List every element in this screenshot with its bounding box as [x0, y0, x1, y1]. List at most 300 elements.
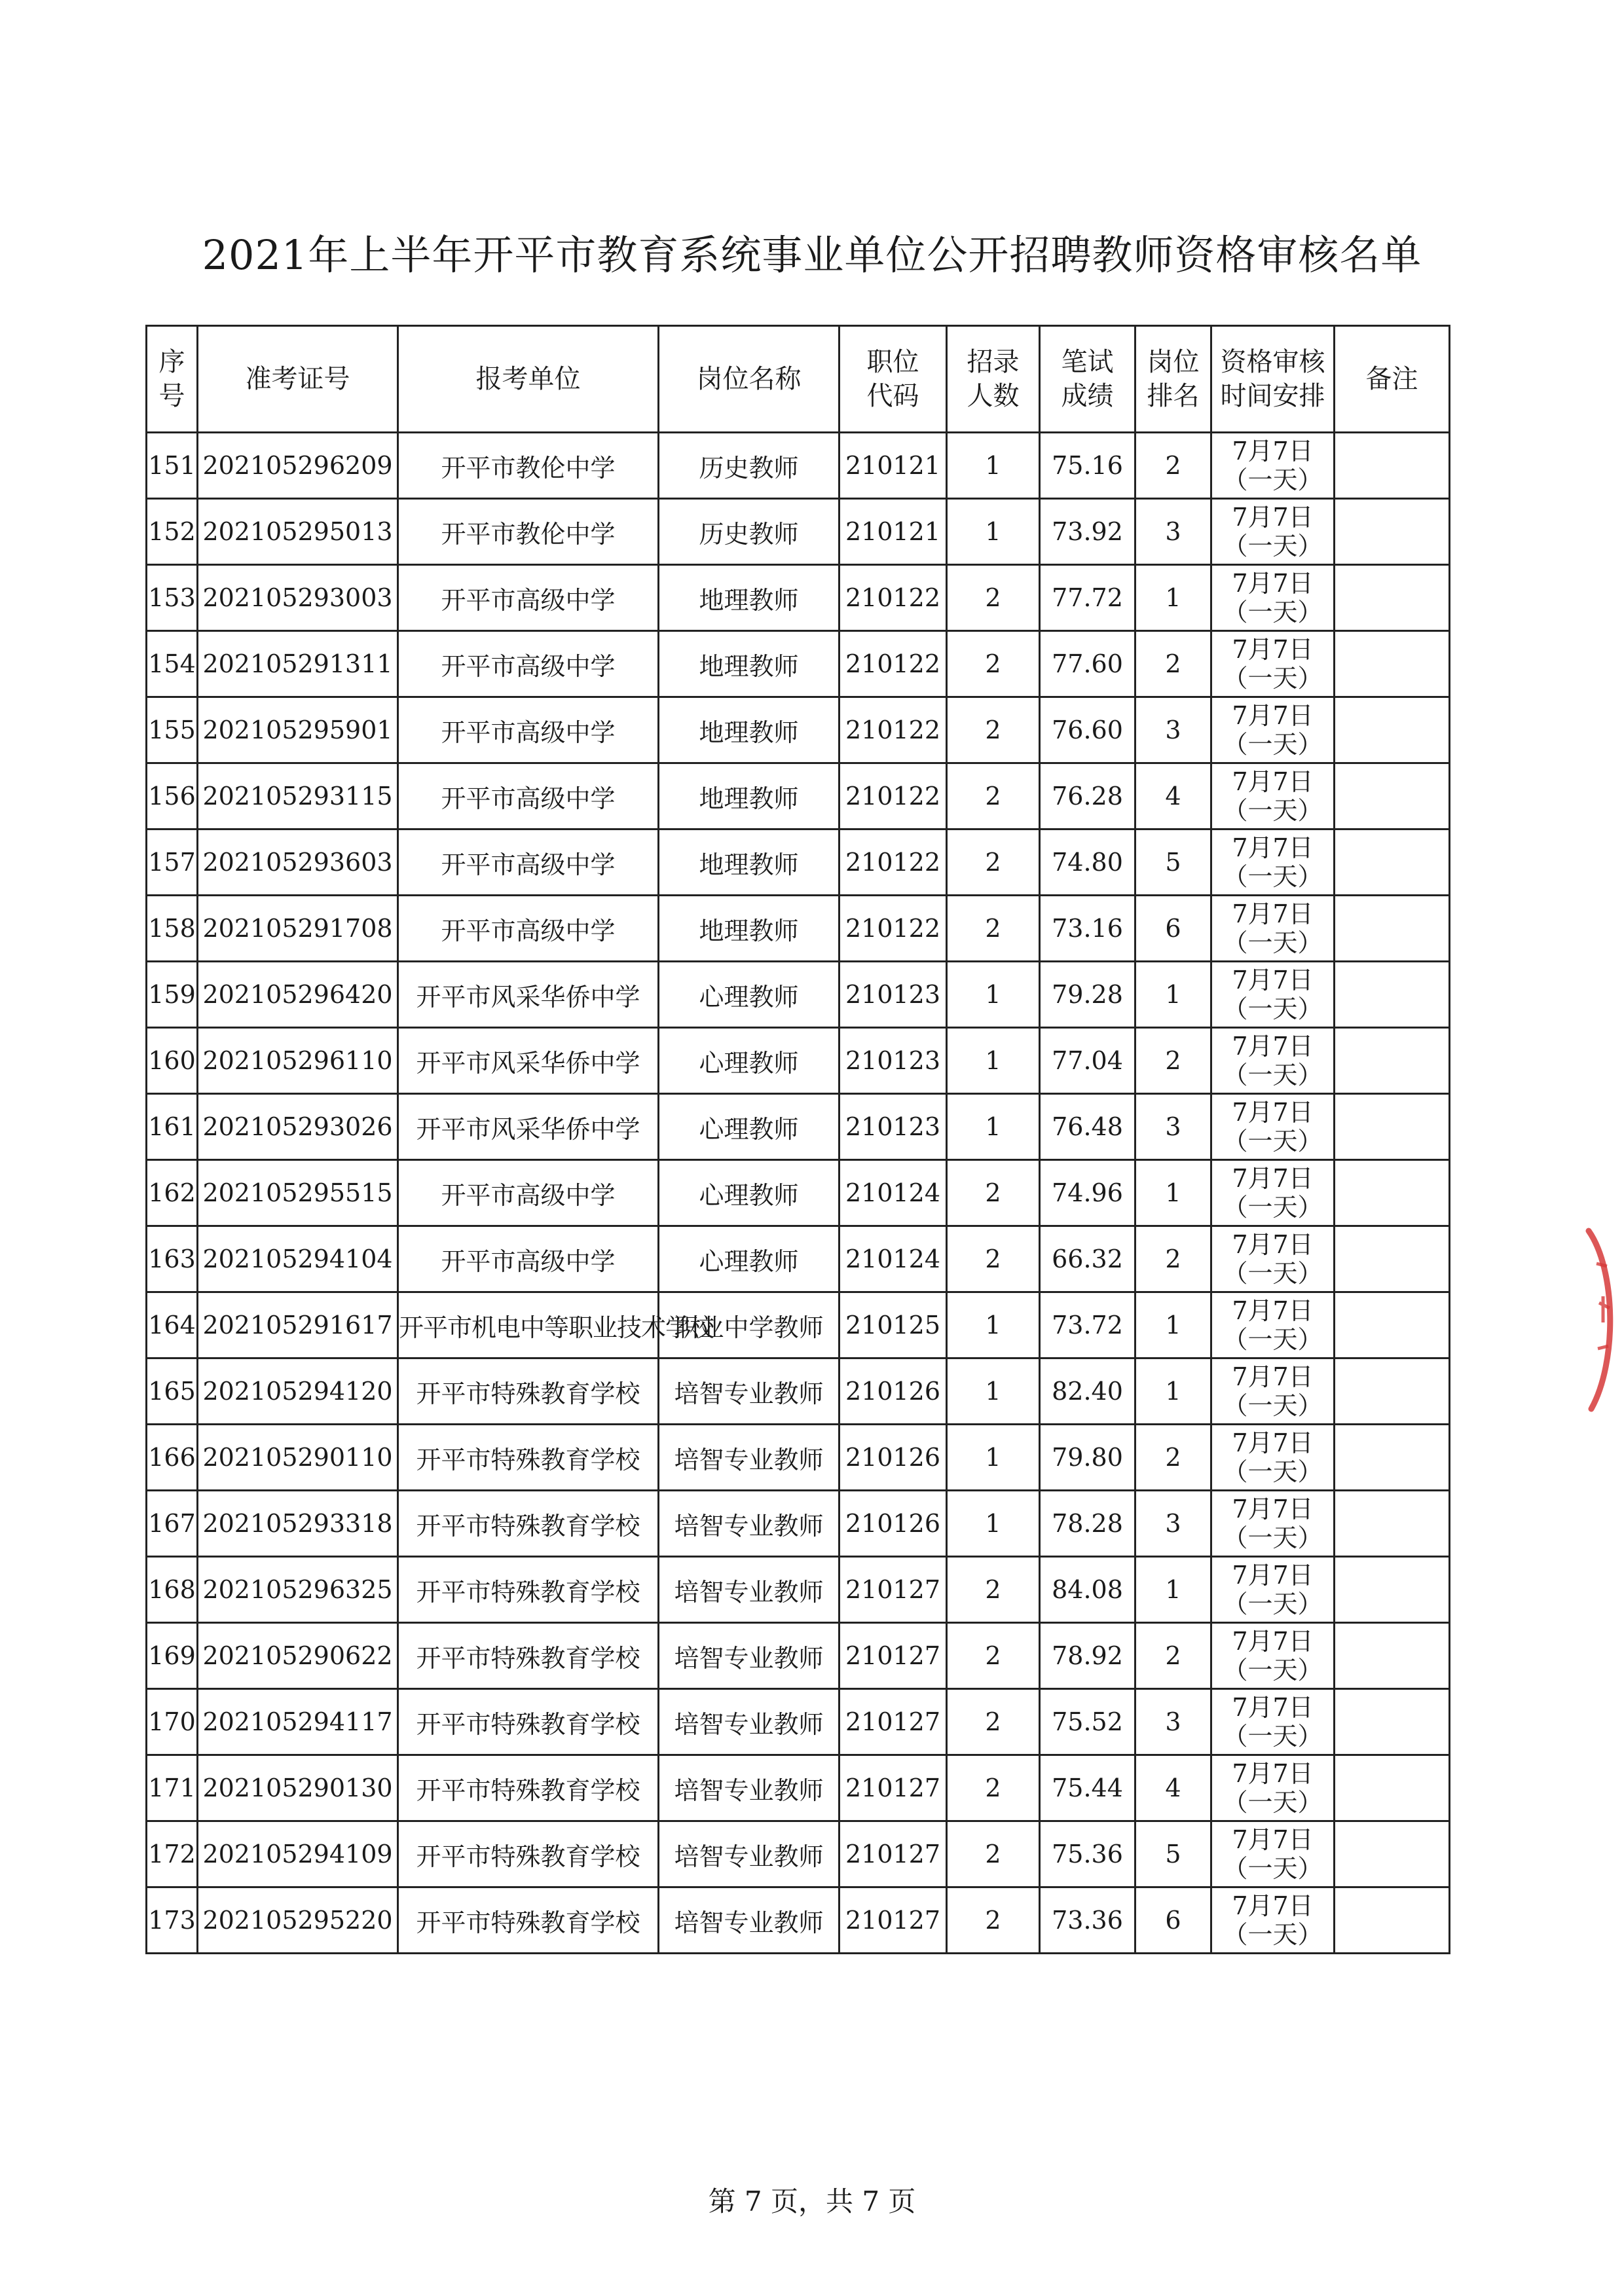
- cell-exam-id: 202105296420: [198, 962, 398, 1028]
- cell-rank: 2: [1135, 631, 1211, 697]
- cell-score: 79.28: [1040, 962, 1135, 1028]
- cell-position: 培智专业教师: [659, 1557, 840, 1623]
- cell-schedule: [1211, 1623, 1335, 1689]
- cell-quota: 1: [947, 1028, 1040, 1094]
- cell-position: 培智专业教师: [659, 1821, 840, 1887]
- cell-quota: 1: [947, 1292, 1040, 1358]
- table-row: [147, 1358, 1450, 1425]
- schedule-duration: （一天）: [1223, 1920, 1323, 1949]
- cell-exam-id: 202105294104: [198, 1226, 398, 1292]
- cell-seq: 160: [147, 1028, 198, 1094]
- cell-unit: 开平市特殊教育学校: [398, 1623, 659, 1689]
- cell-seq: 162: [147, 1160, 198, 1226]
- table-row: [147, 1160, 1450, 1226]
- cell-quota: 2: [947, 763, 1040, 829]
- cell-schedule: [1211, 962, 1335, 1028]
- schedule-date: 7月7日: [1232, 1627, 1314, 1656]
- cell-code: 210124: [840, 1226, 947, 1292]
- cell-quota: 1: [947, 1491, 1040, 1557]
- cell-rank: 2: [1135, 1425, 1211, 1491]
- cell-exam-id: 202105294109: [198, 1821, 398, 1887]
- cell-code: 210121: [840, 433, 947, 499]
- cell-remark: [1335, 962, 1450, 1028]
- cell-unit: 开平市高级中学: [398, 631, 659, 697]
- cell-seq: 158: [147, 896, 198, 962]
- schedule-duration: （一天）: [1223, 1193, 1323, 1222]
- cell-rank: 1: [1135, 1358, 1211, 1425]
- cell-unit: 开平市教伦中学: [398, 433, 659, 499]
- cell-quota: 2: [947, 896, 1040, 962]
- schedule-date: 7月7日: [1232, 1296, 1314, 1325]
- header-code: [840, 326, 947, 433]
- cell-position: 心理教师: [659, 962, 840, 1028]
- cell-rank: 1: [1135, 1160, 1211, 1226]
- cell-rank: 3: [1135, 1094, 1211, 1160]
- cell-unit: 开平市特殊教育学校: [398, 1557, 659, 1623]
- cell-remark: [1335, 829, 1450, 896]
- schedule-date: 7月7日: [1232, 1098, 1314, 1127]
- cell-seq: 168: [147, 1557, 198, 1623]
- cell-exam-id: 202105290622: [198, 1623, 398, 1689]
- header-schedule-line: 时间安排: [1220, 381, 1325, 411]
- schedule-date: 7月7日: [1232, 503, 1314, 532]
- cell-score: 73.92: [1040, 499, 1135, 565]
- cell-score: 77.04: [1040, 1028, 1135, 1094]
- cell-exam-id: 202105293003: [198, 565, 398, 631]
- cell-remark: [1335, 1623, 1450, 1689]
- header-quota: [947, 326, 1040, 433]
- cell-rank: 2: [1135, 1028, 1211, 1094]
- cell-remark: [1335, 631, 1450, 697]
- cell-position: 心理教师: [659, 1160, 840, 1226]
- cell-schedule: [1211, 433, 1335, 499]
- table-row: [147, 1887, 1450, 1954]
- cell-remark: [1335, 1491, 1450, 1557]
- cell-position: 培智专业教师: [659, 1689, 840, 1755]
- cell-schedule: [1211, 763, 1335, 829]
- header-score-line: 笔试: [1061, 347, 1114, 377]
- cell-schedule: [1211, 1425, 1335, 1491]
- cell-position: 培智专业教师: [659, 1425, 840, 1491]
- cell-position: 地理教师: [659, 631, 840, 697]
- cell-code: 210122: [840, 829, 947, 896]
- schedule-duration: （一天）: [1223, 1127, 1323, 1156]
- cell-score: 76.28: [1040, 763, 1135, 829]
- header-position-line: 岗位名称: [696, 364, 802, 394]
- schedule-duration: （一天）: [1223, 1523, 1323, 1552]
- table-row: [147, 1689, 1450, 1755]
- cell-remark: [1335, 1028, 1450, 1094]
- cell-position: 历史教师: [659, 433, 840, 499]
- cell-unit: 开平市特殊教育学校: [398, 1689, 659, 1755]
- cell-code: 210127: [840, 1887, 947, 1954]
- cell-code: 210122: [840, 565, 947, 631]
- schedule-date: 7月7日: [1232, 900, 1314, 928]
- cell-rank: 5: [1135, 1821, 1211, 1887]
- schedule-duration: （一天）: [1223, 1854, 1323, 1883]
- schedule-date: 7月7日: [1232, 1891, 1314, 1920]
- cell-remark: [1335, 1755, 1450, 1821]
- cell-quota: 2: [947, 697, 1040, 763]
- cell-unit: 开平市特殊教育学校: [398, 1755, 659, 1821]
- cell-score: 75.16: [1040, 433, 1135, 499]
- schedule-duration: （一天）: [1223, 796, 1323, 825]
- cell-schedule: [1211, 697, 1335, 763]
- cell-unit: 开平市风采华侨中学: [398, 1094, 659, 1160]
- cell-position: 培智专业教师: [659, 1358, 840, 1425]
- cell-exam-id: 202105291617: [198, 1292, 398, 1358]
- cell-quota: 2: [947, 1689, 1040, 1755]
- table-row: [147, 1557, 1450, 1623]
- cell-rank: 6: [1135, 896, 1211, 962]
- table-row: [147, 697, 1450, 763]
- cell-quota: 2: [947, 565, 1040, 631]
- table-row: [147, 499, 1450, 565]
- cell-remark: [1335, 697, 1450, 763]
- cell-seq: 156: [147, 763, 198, 829]
- header-schedule-line: 资格审核: [1220, 347, 1325, 377]
- cell-schedule: [1211, 499, 1335, 565]
- cell-rank: 1: [1135, 565, 1211, 631]
- cell-schedule: [1211, 829, 1335, 896]
- cell-remark: [1335, 1557, 1450, 1623]
- cell-position: 历史教师: [659, 499, 840, 565]
- cell-exam-id: 202105290130: [198, 1755, 398, 1821]
- cell-unit: 开平市机电中等职业技术学校: [398, 1292, 659, 1358]
- cell-unit: 开平市教伦中学: [398, 499, 659, 565]
- cell-seq: 166: [147, 1425, 198, 1491]
- schedule-duration: （一天）: [1223, 532, 1323, 560]
- cell-score: 73.36: [1040, 1887, 1135, 1954]
- roster-table: [145, 325, 1450, 1954]
- cell-schedule: [1211, 1094, 1335, 1160]
- cell-quota: 2: [947, 1623, 1040, 1689]
- cell-exam-id: 202105295013: [198, 499, 398, 565]
- cell-code: 210127: [840, 1755, 947, 1821]
- cell-code: 210123: [840, 962, 947, 1028]
- header-unit-line: 报考单位: [475, 364, 581, 394]
- cell-unit: 开平市高级中学: [398, 829, 659, 896]
- cell-unit: 开平市高级中学: [398, 763, 659, 829]
- schedule-date: 7月7日: [1232, 1495, 1314, 1523]
- schedule-date: 7月7日: [1232, 1825, 1314, 1854]
- schedule-date: 7月7日: [1232, 437, 1314, 465]
- cell-schedule: [1211, 1292, 1335, 1358]
- cell-seq: 173: [147, 1887, 198, 1954]
- cell-position: 培智专业教师: [659, 1755, 840, 1821]
- cell-remark: [1335, 565, 1450, 631]
- schedule-date: 7月7日: [1232, 1164, 1314, 1193]
- table-row: [147, 1094, 1450, 1160]
- cell-score: 77.72: [1040, 565, 1135, 631]
- cell-unit: 开平市特殊教育学校: [398, 1425, 659, 1491]
- cell-remark: [1335, 896, 1450, 962]
- cell-schedule: [1211, 1358, 1335, 1425]
- table-row: [147, 1821, 1450, 1887]
- cell-unit: 开平市风采华侨中学: [398, 962, 659, 1028]
- cell-exam-id: 202105293318: [198, 1491, 398, 1557]
- cell-schedule: [1211, 896, 1335, 962]
- cell-unit: 开平市高级中学: [398, 1226, 659, 1292]
- cell-unit: 开平市高级中学: [398, 1160, 659, 1226]
- cell-score: 79.80: [1040, 1425, 1135, 1491]
- schedule-duration: （一天）: [1223, 1722, 1323, 1751]
- cell-exam-id: 202105291311: [198, 631, 398, 697]
- header-unit: [398, 326, 659, 433]
- cell-quota: 1: [947, 1094, 1040, 1160]
- cell-unit: 开平市特殊教育学校: [398, 1821, 659, 1887]
- cell-code: 210126: [840, 1425, 947, 1491]
- cell-schedule: [1211, 1755, 1335, 1821]
- header-rank-line: 排名: [1147, 381, 1200, 411]
- cell-quota: 2: [947, 1755, 1040, 1821]
- cell-position: 心理教师: [659, 1028, 840, 1094]
- cell-schedule: [1211, 1557, 1335, 1623]
- cell-unit: 开平市高级中学: [398, 565, 659, 631]
- cell-unit: 开平市特殊教育学校: [398, 1358, 659, 1425]
- schedule-date: 7月7日: [1232, 1362, 1314, 1391]
- cell-code: 210127: [840, 1623, 947, 1689]
- cell-seq: 152: [147, 499, 198, 565]
- cell-rank: 3: [1135, 1689, 1211, 1755]
- schedule-duration: （一天）: [1223, 1061, 1323, 1089]
- cell-position: 培智专业教师: [659, 1623, 840, 1689]
- cell-code: 210126: [840, 1358, 947, 1425]
- cell-score: 66.32: [1040, 1226, 1135, 1292]
- roster-body: [147, 433, 1450, 1954]
- cell-rank: 5: [1135, 829, 1211, 896]
- cell-score: 78.28: [1040, 1491, 1135, 1557]
- schedule-date: 7月7日: [1232, 767, 1314, 796]
- cell-rank: 4: [1135, 1755, 1211, 1821]
- cell-seq: 157: [147, 829, 198, 896]
- cell-rank: 3: [1135, 499, 1211, 565]
- cell-quota: 1: [947, 1358, 1040, 1425]
- header-remark: [1335, 326, 1450, 433]
- cell-position: 职业中学教师: [659, 1292, 840, 1358]
- cell-exam-id: 202105295515: [198, 1160, 398, 1226]
- table-row: [147, 1226, 1450, 1292]
- cell-score: 73.16: [1040, 896, 1135, 962]
- cell-position: 地理教师: [659, 896, 840, 962]
- cell-score: 76.48: [1040, 1094, 1135, 1160]
- cell-score: 73.72: [1040, 1292, 1135, 1358]
- cell-exam-id: 202105295901: [198, 697, 398, 763]
- page-footer: 第 7 页，共 7 页: [708, 2185, 916, 2217]
- cell-exam-id: 202105293603: [198, 829, 398, 896]
- schedule-duration: （一天）: [1223, 1788, 1323, 1817]
- cell-remark: [1335, 1226, 1450, 1292]
- header-score: [1040, 326, 1135, 433]
- schedule-duration: （一天）: [1223, 928, 1323, 957]
- header-exam-id: [198, 326, 398, 433]
- schedule-duration: （一天）: [1223, 1391, 1323, 1420]
- table-row: [147, 1292, 1450, 1358]
- cell-seq: 161: [147, 1094, 198, 1160]
- cell-position: 心理教师: [659, 1226, 840, 1292]
- cell-schedule: [1211, 1160, 1335, 1226]
- schedule-duration: （一天）: [1223, 862, 1323, 891]
- cell-seq: 159: [147, 962, 198, 1028]
- cell-quota: 1: [947, 433, 1040, 499]
- table-row: [147, 829, 1450, 896]
- cell-remark: [1335, 1094, 1450, 1160]
- cell-seq: 153: [147, 565, 198, 631]
- cell-seq: 151: [147, 433, 198, 499]
- header-rank-line: 岗位: [1147, 347, 1200, 377]
- schedule-duration: （一天）: [1223, 1259, 1323, 1288]
- table-row: [147, 1425, 1450, 1491]
- cell-rank: 2: [1135, 433, 1211, 499]
- cell-code: 210122: [840, 631, 947, 697]
- cell-code: 210126: [840, 1491, 947, 1557]
- schedule-date: 7月7日: [1232, 701, 1314, 730]
- red-seal-fragment: [1583, 1224, 1623, 1414]
- cell-remark: [1335, 1689, 1450, 1755]
- cell-exam-id: 202105291708: [198, 896, 398, 962]
- header-position: [659, 326, 840, 433]
- cell-unit: 开平市高级中学: [398, 697, 659, 763]
- schedule-duration: （一天）: [1223, 994, 1323, 1023]
- cell-seq: 172: [147, 1821, 198, 1887]
- cell-position: 培智专业教师: [659, 1491, 840, 1557]
- table-row: [147, 1028, 1450, 1094]
- cell-remark: [1335, 433, 1450, 499]
- cell-remark: [1335, 763, 1450, 829]
- cell-score: 84.08: [1040, 1557, 1135, 1623]
- schedule-date: 7月7日: [1232, 1032, 1314, 1061]
- header-seq-line: 序: [158, 347, 185, 377]
- cell-unit: 开平市高级中学: [398, 896, 659, 962]
- cell-score: 75.44: [1040, 1755, 1135, 1821]
- cell-code: 210127: [840, 1821, 947, 1887]
- table-row: [147, 962, 1450, 1028]
- cell-score: 74.80: [1040, 829, 1135, 896]
- cell-schedule: [1211, 1821, 1335, 1887]
- cell-exam-id: 202105290110: [198, 1425, 398, 1491]
- cell-schedule: [1211, 1491, 1335, 1557]
- header-row: [147, 326, 1450, 433]
- cell-code: 210123: [840, 1094, 947, 1160]
- cell-schedule: [1211, 1689, 1335, 1755]
- cell-score: 77.60: [1040, 631, 1135, 697]
- cell-code: 210127: [840, 1689, 947, 1755]
- cell-remark: [1335, 1292, 1450, 1358]
- cell-seq: 167: [147, 1491, 198, 1557]
- header-score-line: 成绩: [1061, 381, 1114, 411]
- cell-exam-id: 202105293026: [198, 1094, 398, 1160]
- cell-quota: 1: [947, 499, 1040, 565]
- cell-rank: 3: [1135, 1491, 1211, 1557]
- header-quota-line: 人数: [967, 381, 1020, 411]
- cell-score: 75.52: [1040, 1689, 1135, 1755]
- cell-rank: 6: [1135, 1887, 1211, 1954]
- header-exam-id-line: 准考证号: [245, 364, 350, 394]
- cell-seq: 170: [147, 1689, 198, 1755]
- schedule-duration: （一天）: [1223, 465, 1323, 494]
- schedule-date: 7月7日: [1232, 1693, 1314, 1722]
- schedule-date: 7月7日: [1232, 635, 1314, 664]
- schedule-date: 7月7日: [1232, 1759, 1314, 1788]
- cell-quota: 2: [947, 1821, 1040, 1887]
- cell-position: 地理教师: [659, 763, 840, 829]
- cell-rank: 4: [1135, 763, 1211, 829]
- cell-remark: [1335, 1425, 1450, 1491]
- cell-position: 地理教师: [659, 697, 840, 763]
- table-row: [147, 565, 1450, 631]
- cell-code: 210124: [840, 1160, 947, 1226]
- schedule-duration: （一天）: [1223, 598, 1323, 627]
- table-row: [147, 1491, 1450, 1557]
- cell-quota: 2: [947, 1226, 1040, 1292]
- seal-arc: [1589, 1231, 1610, 1409]
- cell-unit: 开平市特殊教育学校: [398, 1491, 659, 1557]
- header-rank: [1135, 326, 1211, 433]
- cell-schedule: [1211, 1028, 1335, 1094]
- schedule-date: 7月7日: [1232, 833, 1314, 862]
- cell-code: 210122: [840, 697, 947, 763]
- cell-seq: 163: [147, 1226, 198, 1292]
- schedule-date: 7月7日: [1232, 569, 1314, 598]
- cell-remark: [1335, 1160, 1450, 1226]
- cell-exam-id: 202105293115: [198, 763, 398, 829]
- cell-quota: 2: [947, 829, 1040, 896]
- cell-code: 210123: [840, 1028, 947, 1094]
- cell-schedule: [1211, 1887, 1335, 1954]
- cell-quota: 2: [947, 1557, 1040, 1623]
- cell-code: 210121: [840, 499, 947, 565]
- cell-position: 地理教师: [659, 829, 840, 896]
- page-title: 2021年上半年开平市教育系统事业单位公开招聘教师资格审核名单: [202, 231, 1422, 279]
- cell-schedule: [1211, 1226, 1335, 1292]
- cell-rank: 3: [1135, 697, 1211, 763]
- cell-score: 78.92: [1040, 1623, 1135, 1689]
- cell-seq: 154: [147, 631, 198, 697]
- schedule-duration: （一天）: [1223, 664, 1323, 693]
- cell-code: 210122: [840, 763, 947, 829]
- cell-position: 培智专业教师: [659, 1887, 840, 1954]
- cell-score: 82.40: [1040, 1358, 1135, 1425]
- schedule-duration: （一天）: [1223, 1656, 1323, 1685]
- cell-position: 地理教师: [659, 565, 840, 631]
- cell-quota: 1: [947, 1425, 1040, 1491]
- table-row: [147, 896, 1450, 962]
- schedule-duration: （一天）: [1223, 730, 1323, 759]
- header-schedule: [1211, 326, 1335, 433]
- cell-rank: 1: [1135, 1292, 1211, 1358]
- cell-code: 210127: [840, 1557, 947, 1623]
- table-row: [147, 433, 1450, 499]
- header-seq-line: 号: [158, 381, 185, 411]
- cell-rank: 1: [1135, 1557, 1211, 1623]
- cell-score: 74.96: [1040, 1160, 1135, 1226]
- cell-quota: 1: [947, 962, 1040, 1028]
- schedule-duration: （一天）: [1223, 1457, 1323, 1486]
- table-row: [147, 631, 1450, 697]
- cell-unit: 开平市特殊教育学校: [398, 1887, 659, 1954]
- header-quota-line: 招录: [967, 347, 1020, 377]
- cell-quota: 2: [947, 631, 1040, 697]
- table-row: [147, 763, 1450, 829]
- cell-seq: 164: [147, 1292, 198, 1358]
- cell-rank: 1: [1135, 962, 1211, 1028]
- cell-seq: 171: [147, 1755, 198, 1821]
- cell-exam-id: 202105296110: [198, 1028, 398, 1094]
- schedule-duration: （一天）: [1223, 1325, 1323, 1354]
- cell-code: 210125: [840, 1292, 947, 1358]
- header-remark-line: 备注: [1365, 364, 1418, 394]
- cell-exam-id: 202105294117: [198, 1689, 398, 1755]
